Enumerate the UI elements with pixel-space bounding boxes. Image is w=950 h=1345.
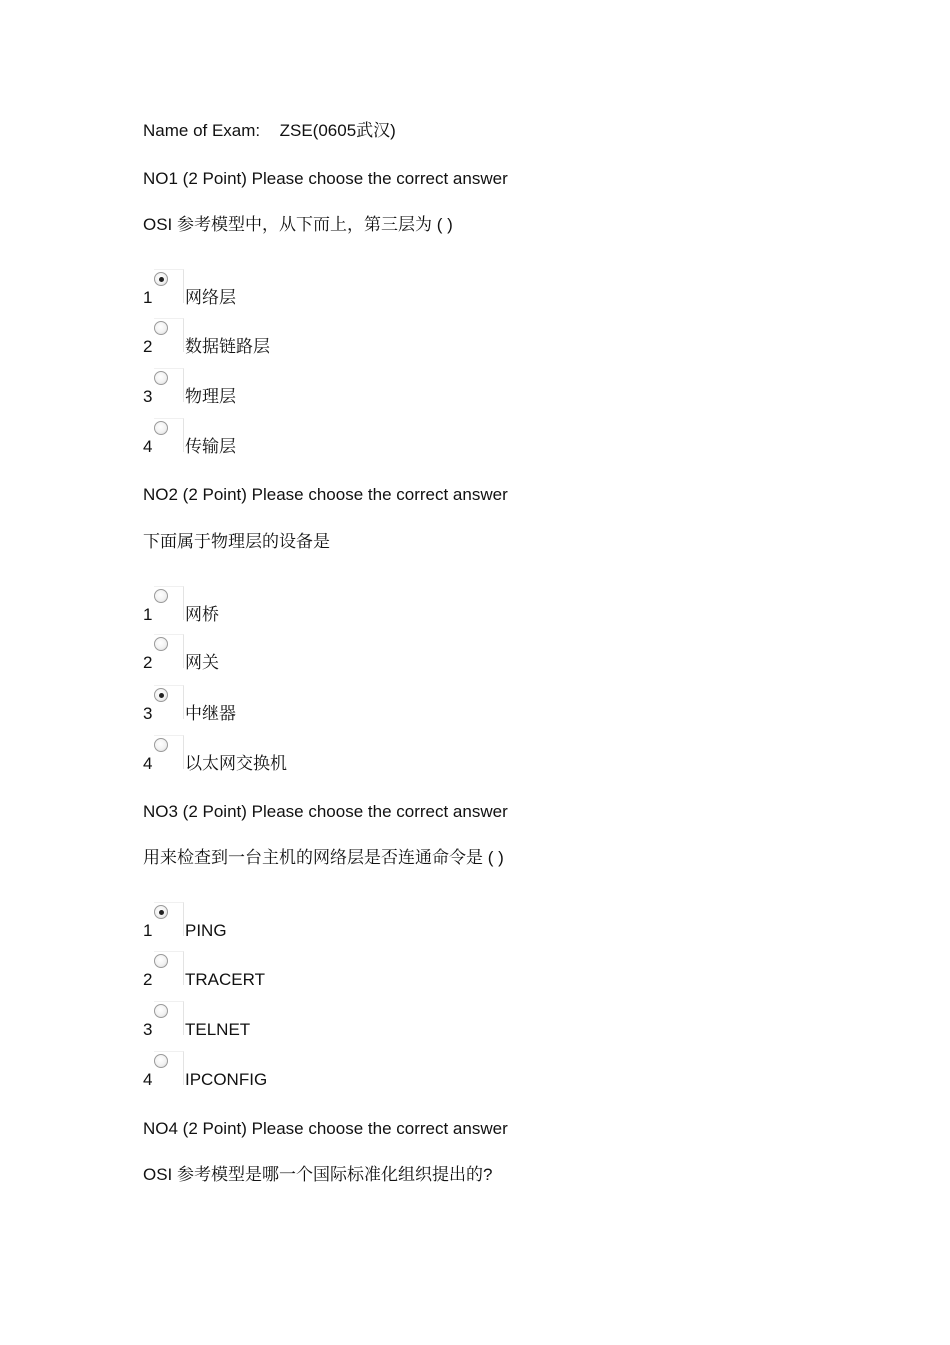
question-2-option-4[interactable] [143,738,643,772]
option-label: PING [185,921,227,940]
radio-button[interactable] [154,1054,168,1068]
option-number: 4 [143,1070,153,1089]
radio-button[interactable] [154,589,168,603]
option-label: TRACERT [185,970,265,989]
question-2-header: NO2 (2 Point) Please choose the correct answer [143,485,508,504]
option-label: 以太网交换机 [185,754,287,773]
question-1-text: OSI 参考模型中，从下而上，第三层为 ( ) [143,215,453,234]
option-number: 3 [143,1020,153,1039]
exam-name-line [143,122,396,139]
radio-button[interactable] [154,738,168,752]
question-2-option-3[interactable] [143,688,643,722]
option-label: 网桥 [185,605,219,624]
option-number: 1 [143,288,153,307]
option-label: IPCONFIG [185,1070,268,1089]
question-3-text: 用来检查到一台主机的网络层是否连通命令是 ( ) [143,848,504,867]
radio-button[interactable] [154,954,168,968]
exam-name-label: Name of Exam: [143,121,261,140]
option-number: 3 [143,387,153,406]
question-1-option-1[interactable] [143,272,643,306]
question-3-option-3[interactable] [143,1004,643,1038]
option-number: 2 [143,337,153,356]
radio-button-selected[interactable] [154,688,168,702]
option-number: 4 [143,754,153,773]
exam-name-value: ZSE(0605武汉) [279,121,396,140]
option-label: 中继器 [185,704,236,723]
option-number: 3 [143,704,153,723]
radio-button[interactable] [154,321,168,335]
radio-button-selected[interactable] [154,905,168,919]
question-3-option-1[interactable] [143,905,643,939]
question-4-header: NO4 (2 Point) Please choose the correct answer [143,1119,508,1138]
question-3-header: NO3 (2 Point) Please choose the correct answer [143,802,508,821]
radio-button[interactable] [154,637,168,651]
question-1-option-3[interactable] [143,371,643,405]
question-2-option-1[interactable] [143,589,643,623]
option-number: 2 [143,970,153,989]
option-label: 网关 [185,653,219,672]
option-number: 1 [143,921,153,940]
radio-button[interactable] [154,1004,168,1018]
option-number: 2 [143,653,153,672]
question-1-header: NO1 (2 Point) Please choose the correct answer [143,169,508,188]
option-number: 4 [143,437,153,456]
question-1-option-4[interactable] [143,421,643,455]
radio-button[interactable] [154,421,168,435]
question-2-option-2[interactable] [143,637,643,671]
option-label: 网络层 [185,288,236,307]
option-label: 数据链路层 [185,337,270,356]
question-3-option-4[interactable] [143,1054,643,1088]
option-label: 物理层 [185,387,236,406]
question-1-option-2[interactable] [143,321,643,355]
option-number: 1 [143,605,153,624]
question-3-option-2[interactable] [143,954,643,988]
option-label: 传输层 [185,437,236,456]
question-4-text: OSI 参考模型是哪一个国际标准化组织提出的? [143,1165,493,1184]
radio-button[interactable] [154,371,168,385]
option-label: TELNET [185,1020,251,1039]
radio-button-selected[interactable] [154,272,168,286]
question-2-text: 下面属于物理层的设备是 [143,532,330,551]
